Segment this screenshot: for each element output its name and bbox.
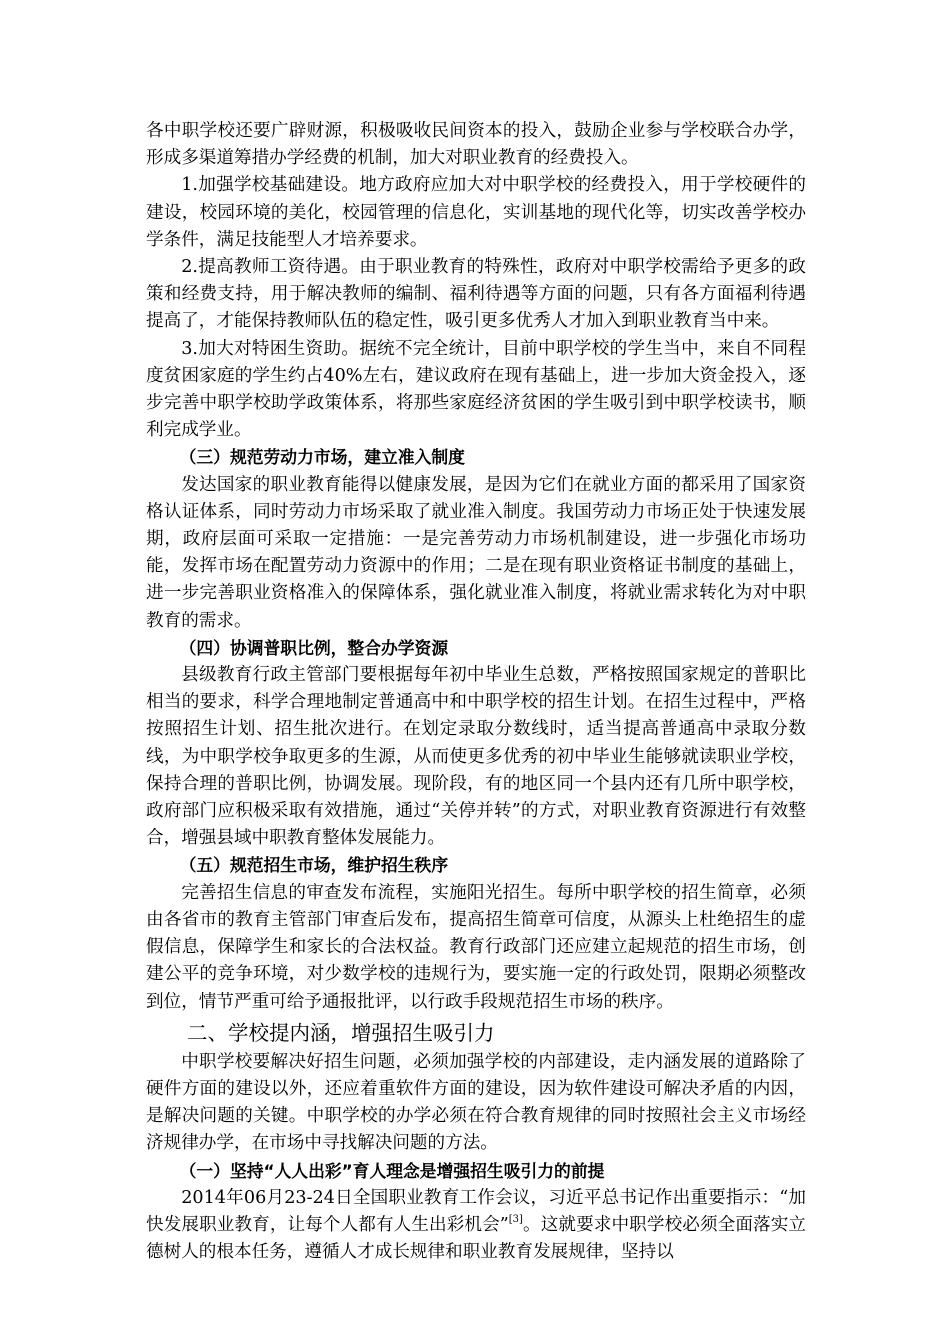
paragraph: 完善招生信息的审查发布流程，实施阳光招生。每所中职学校的招生简章，必须由各省市的教育主管部门审查后发布，提高招生简章可信度，从源头上杜绝招生的虚假信息，保障学生和家长的合法权益。教育行政部门还应建立起规范的招生市场，创建公平的竞争环境，对少数学校的违规行为，要实施一定的行政处罚，限期必须整改到位，情节严重可给予通报批评，以行政手段规范招生市场的秩序。 bbox=[146, 882, 806, 1012]
paragraph: 发达国家的职业教育能得以健康发展，是因为它们在就业方面的都采用了国家资格认证体系，同时劳动力市场采取了就业准入制度。我国劳动力市场正处于快速发展期，政府层面可采取一定措施：一是完善劳动力市场机制建设，进一步强化市场功能，发挥市场在配置劳动力资源中的作用；二是在现有职业资格证书制度的基础上，进一步完善职业资格准入的保障体系，强化就业准入制度，将就业需求转化为对中职教育的需求。 bbox=[146, 474, 806, 631]
paragraph: 3.加大对特困生资助。据统不完全统计，目前中职学校的学生当中，来自不同程度贫困家庭的学生约占40%左右，建议政府在现有基础上，进一步加大资金投入，逐步完善中职学校助学政策体系，将那些家庭经济贫困的学生吸引到中职学校读书，顺利完成学业。 bbox=[146, 338, 806, 441]
chapter-heading: 二、学校提内涵，增强招生吸引力 bbox=[187, 1020, 495, 1045]
section-heading: （三）规范劳动力市场，建立准入制度 bbox=[179, 447, 465, 468]
paragraph: 1.加强学校基础建设。地方政府应加大对中职学校的经费投入，用于学校硬件的建设，校园环境的美化，校园管理的信息化，实训基地的现代化等，切实改善学校办学条件，满足技能型人才培养要求。 bbox=[146, 175, 806, 250]
section-heading: （一）坚持“人人出彩”育人理念是增强招生吸引力的前提 bbox=[179, 1160, 605, 1181]
section-heading: （五）规范招生市场，维护招生秩序 bbox=[179, 855, 449, 876]
paragraph: 2.提高教师工资待遇。由于职业教育的特殊性，政府对中职学校需给予更多的政策和经费支持，用于解决教师的编制、福利待遇等方面的问题，只有各方面福利待遇提高了，才能保持教师队伍的稳定性，吸引更多优秀人才加入到职业教育当中来。 bbox=[146, 257, 806, 332]
document-page bbox=[146, 118, 806, 1266]
paragraph: 县级教育行政主管部门要根据每年初中毕业生总数，严格按照国家规定的普职比相当的要求，科学合理地制定普通高中和中职学校的招生计划。在招生过程中，严格按照招生计划、招生批次进行。在划定录取分数线时，适当提高普通高中录取分数线，为中职学校争取更多的生源，从而使更多优秀的初中毕业生能够就读职业学校，保持合理的普职比例，协调发展。现阶段，有的地区同一个县内还有几所中职学校，政府部门应积极采取有效措施，通过“关停并转”的方式，对职业教育资源进行有效整合，增强县域中职教育整体发展能力。 bbox=[146, 665, 806, 849]
paragraph: 各中职学校还要广辟财源，积极吸收民间资本的投入，鼓励企业参与学校联合办学，形成多渠道筹措办学经费的机制，加大对职业教育的经费投入。 bbox=[146, 121, 806, 169]
paragraph-text: 。这就要求中职学校必须全面落实立德树人的根本任务，遵循人才成长规律和职业教育发展规律，坚持以 bbox=[146, 1214, 806, 1263]
paragraph bbox=[146, 1185, 806, 1267]
paragraph: 中职学校要解决好招生问题，必须加强学校的内部建设，走内涵发展的道路除了硬件方面的建设以外，还应着重软件方面的建设，因为软件建设可解决矛盾的内因，是解决问题的关键。中职学校的办学必须在符合教育规律的同时按照社会主义市场经济规律办学，在市场中寻找解决问题的方法。 bbox=[146, 1051, 806, 1154]
citation-ref[interactable]: [3] bbox=[508, 1213, 523, 1225]
section-heading: （四）协调普职比例，整合办学资源 bbox=[179, 637, 449, 658]
paragraph-text: 2014年06月23-24日全国职业教育工作会议，习近平总书记作出重要指示：“加快发展职业教育，让每个人都有人生出彩机会” bbox=[146, 1187, 806, 1235]
